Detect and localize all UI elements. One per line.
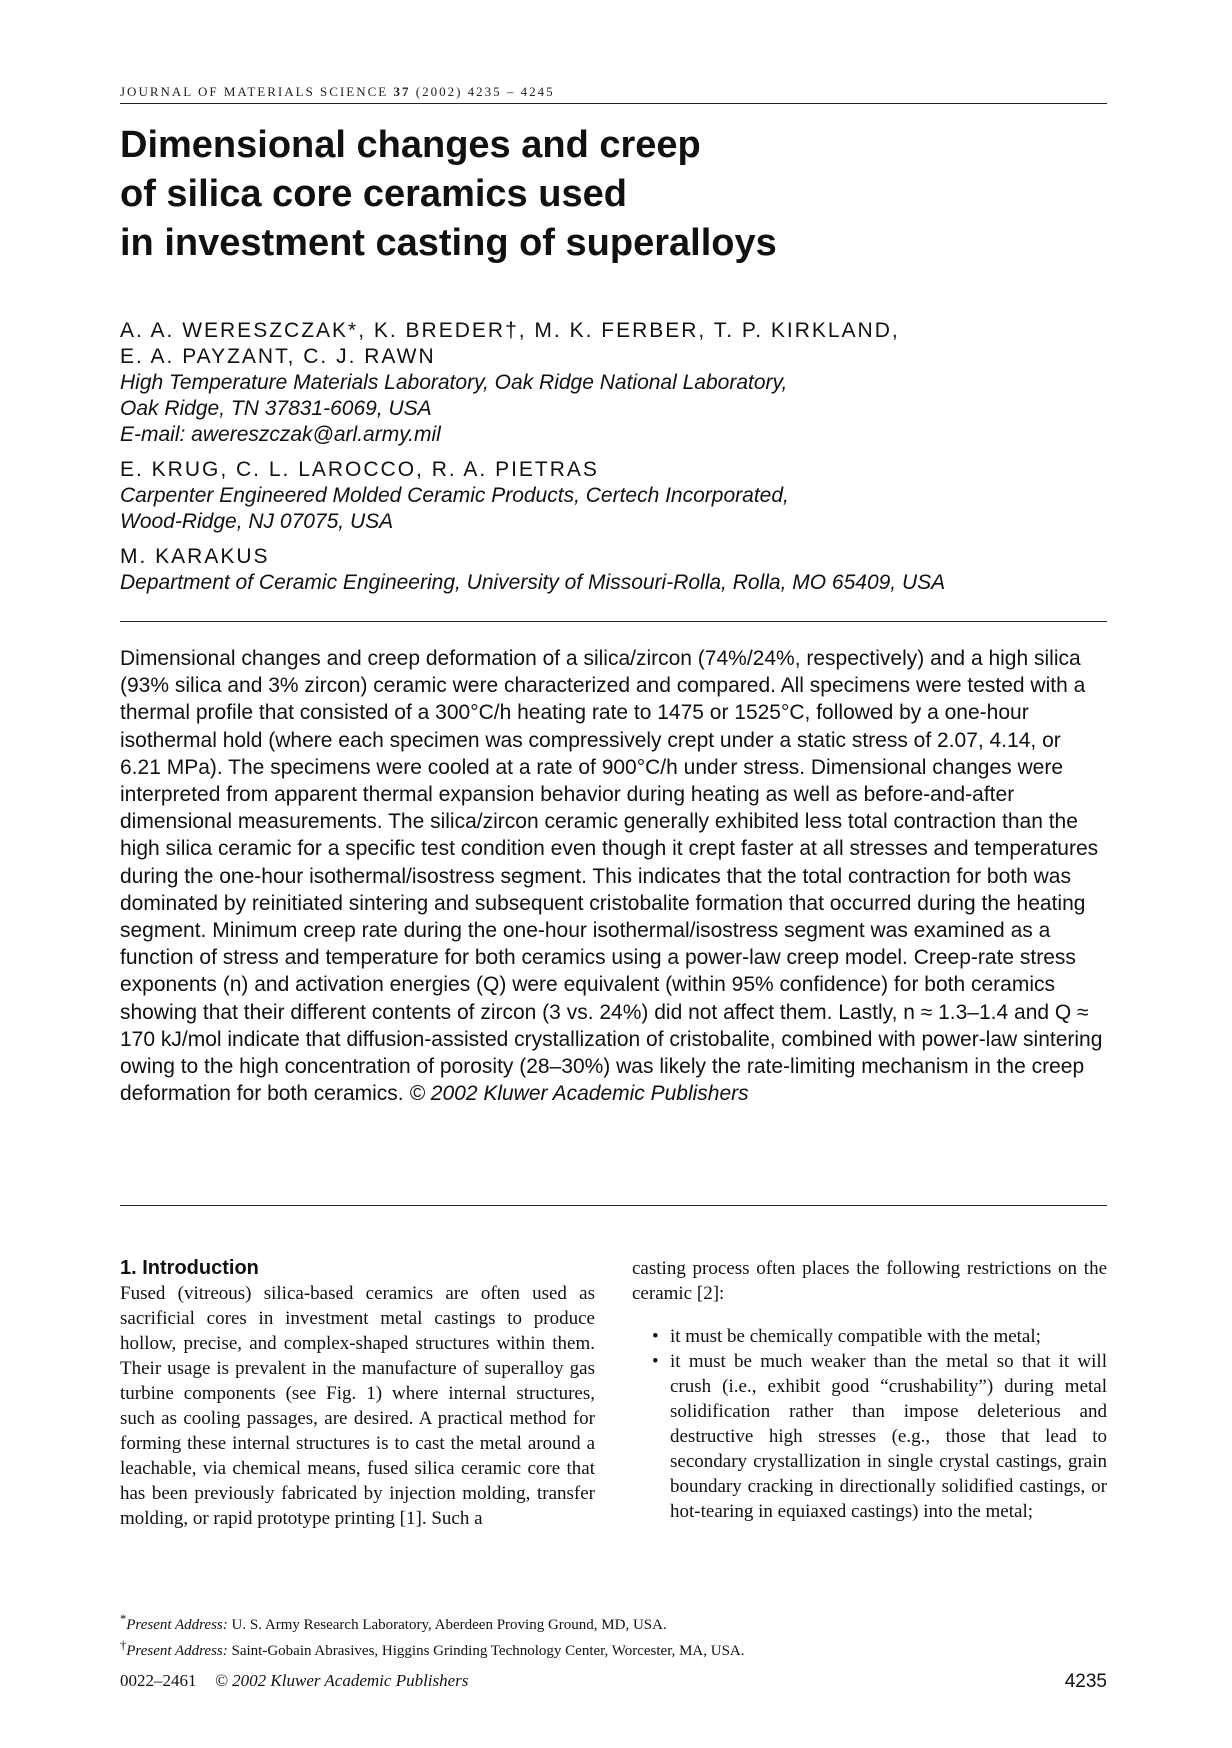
- bullet-icon: •: [652, 1351, 659, 1372]
- journal-year-pages: (2002) 4235 – 4245: [415, 84, 555, 99]
- authors-line: A. A. WERESZCZAK*, K. BREDER†, M. K. FERBER, T. P. KIRKLAND,: [120, 319, 900, 342]
- footnote-2: [120, 1635, 1107, 1661]
- abstract-copyright: © 2002 Kluwer Academic Publishers: [409, 1082, 749, 1106]
- authors-line: M. KARAKUS: [120, 545, 270, 568]
- footnotes: [120, 1609, 1107, 1661]
- footnote-marker: †: [120, 1638, 127, 1652]
- abstract-bottom-rule: [120, 1205, 1107, 1206]
- journal-header: [120, 84, 555, 100]
- intro-continuation: casting process often places the following restrictions on the ceramic [2]:: [632, 1258, 1107, 1304]
- institution-line: Wood-Ridge, NJ 07075, USA: [120, 510, 394, 533]
- journal-volume: 37: [393, 84, 411, 99]
- authors-line: E. A. PAYZANT, C. J. RAWN: [120, 345, 436, 368]
- institution-line: Department of Ceramic Engineering, University of Missouri-Rolla, Rolla, MO 65409, USA: [120, 571, 946, 594]
- column-right: [632, 1256, 1107, 1524]
- journal-name: JOURNAL OF MATERIALS SCIENCE: [120, 84, 389, 99]
- list-item-text: it must be much weaker than the metal so that it will crush (i.e., exhibit good “crushability”) during metal solidification rather than impose deleterious and destructive high stresses (e.g., those that lead to secondary crystallization in single crystal castings, grain boundary cracking in directionally solidified castings, or hot-tearing in equiaxed castings) into the metal;: [670, 1351, 1107, 1522]
- restrictions-list: [632, 1324, 1107, 1524]
- paper-title: [120, 121, 1107, 268]
- abstract-text: Dimensional changes and creep deformation of a silica/zircon (74%/24%, respectively) and a high silica (93% silica and 3% zircon) ceramic were characterized and compared. All specimens were tested with a thermal profile that consisted of a 300°C/h heating rate to 1475 or 1525°C, followed by a one-hour isothermal hold (where each specimen was compressively crept under a static stress of 2.07, 4.14, or 6.21 MPa). The specimens were cooled at a rate of 900°C/h under stress. Dimensional changes were interpreted from apparent thermal expansion behavior during heating as well as before-and-after dimensional measurements. The silica/zircon ceramic generally exhibited less total contraction than the high silica ceramic for a specific test condition even though it crept faster at all stresses and temperatures during the one-hour isothermal/isostress segment. This indicates that the total contraction for both was dominated by reinitiated sintering and subsequent cristobalite formation that occurred during the heating segment. Minimum creep rate during the one-hour isothermal/isostress segment was examined as a function of stress and temperature for both ceramics using a power-law creep model. Creep-rate stress exponents (n) and activation energies (Q) were equivalent (within 95% confidence) for both ceramics showing that their different contents of zircon (3 vs. 24%) did not affect them. Lastly, n ≈ 1.3–1.4 and Q ≈ 170 kJ/mol indicate that diffusion-assisted crystallization of cristobalite, combined with power-law sintering owing to the high concentration of porosity (28–30%) was likely the rate-limiting mechanism in the creep deformation for both ceramics.: [120, 647, 1103, 1106]
- list-item: [632, 1324, 1107, 1349]
- page-number: 4235: [1064, 1671, 1107, 1692]
- intro-paragraph: Fused (vitreous) silica-based ceramics are often used as sacrificial cores in investment metal castings to produce hollow, precise, and complex-shaped structures within them. Their usage is prevalent in the manufacture of superalloy gas turbine components (see Fig. 1) where internal structures, such as cooling passages, are desired. A practical method for forming these internal structures is to cast the metal around a leachable, via chemical means, fused silica ceramic core that has been previously fabricated by injection molding, transfer molding, or rapid prototype printing [1]. Such a: [120, 1283, 595, 1529]
- footnote-label: Present Address:: [126, 1643, 228, 1659]
- abstract: [120, 645, 1107, 1107]
- affiliation-block-3: [120, 544, 1107, 596]
- bullet-icon: •: [652, 1326, 659, 1347]
- title-line-2: of silica core ceramics used: [120, 173, 627, 215]
- footer-copyright: © 2002 Kluwer Academic Publishers: [215, 1671, 469, 1690]
- header-rule: [120, 103, 1107, 104]
- footnote-1: [120, 1609, 1107, 1635]
- footnote-marker: *: [120, 1612, 127, 1626]
- institution-line: High Temperature Materials Laboratory, Oak Ridge National Laboratory,: [120, 371, 788, 394]
- issn-code: 0022–2461: [120, 1671, 197, 1690]
- footnote-text: U. S. Army Research Laboratory, Aberdeen Proving Ground, MD, USA.: [231, 1617, 667, 1633]
- title-line-1: Dimensional changes and creep: [120, 124, 701, 166]
- paper-page: [120, 0, 1107, 1748]
- section-heading: 1. Introduction: [120, 1257, 259, 1279]
- footnote-label: Present Address:: [126, 1617, 228, 1633]
- abstract-top-rule: [120, 621, 1107, 622]
- list-item-text: it must be chemically compatible with the metal;: [670, 1326, 1041, 1347]
- institution-line: Carpenter Engineered Molded Ceramic Products, Certech Incorporated,: [120, 484, 789, 507]
- email-line[interactable]: E-mail: awereszczak@arl.army.mil: [120, 423, 441, 446]
- footnote-text: Saint-Gobain Abrasives, Higgins Grinding Technology Center, Worcester, MA, USA.: [231, 1643, 745, 1659]
- list-item: [632, 1349, 1107, 1524]
- institution-line: Oak Ridge, TN 37831-6069, USA: [120, 397, 432, 420]
- column-left: [120, 1256, 595, 1531]
- authors-line: E. KRUG, C. L. LAROCCO, R. A. PIETRAS: [120, 458, 599, 481]
- affiliation-block-1: [120, 318, 1107, 448]
- affiliation-block-2: [120, 457, 1107, 535]
- title-line-3: in investment casting of superalloys: [120, 222, 777, 264]
